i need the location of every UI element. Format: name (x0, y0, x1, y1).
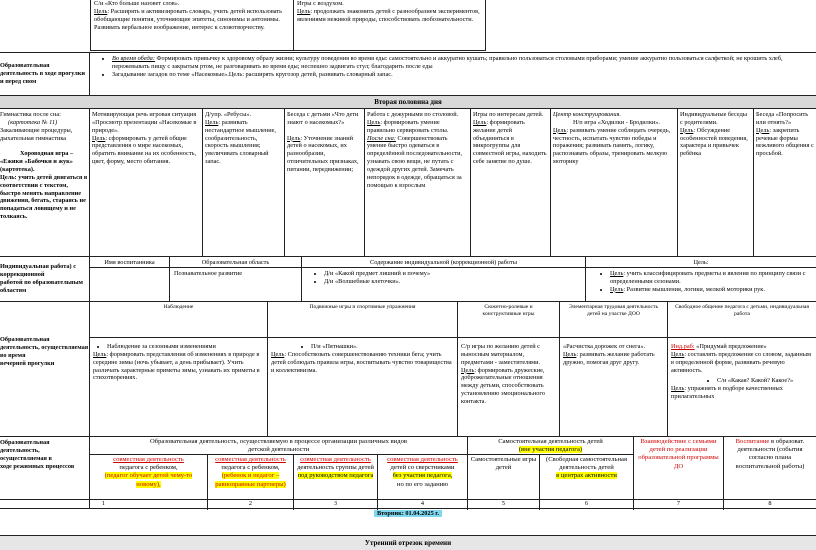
lunch-label: Образовательная деятельность в ходе прогулки и перед сном (0, 62, 86, 85)
numbers-row: 1 2 3 4 5 6 7 8 (0, 499, 816, 509)
walk-header-labor: Элементарная трудовая деятельность детей на участке ДОО (560, 302, 668, 338)
interaction-header: Взаимодействие с семьями детей по реализации образовательной программы ДО (634, 437, 724, 499)
walk-header-roleplay: Сюжетно-ролевые и конструктивные игры (458, 302, 560, 338)
top-left-cell (91, 0, 294, 51)
top-right-goal: : продолжать знакомить детей с разнообразием экспериментов, явлениями неживой природы, способствовать любознательности. (297, 7, 480, 23)
afternoon-cell-8: Беседа «Попросить или отнять?» Цель: закрепить речевые формы вежливого общения с просьбой. (756, 111, 814, 158)
individual-label: Индивидуальная работа) с коррекционной работой по образовательным областям (0, 257, 90, 302)
top-right-game: Игры с воздухом. (297, 0, 344, 7)
afternoon-row (0, 109, 816, 257)
afternoon-cell-4: Работа с дежурными по столовой. Цель: формировать умение правильно сервировать столы. После сна: Совершенствовать умение быстро одеваться в определённой последовательности, узнавать свою вещи, не путать с одеждой других детей. Замечать непорядок в одежде, обращаться за помощью к взрослым (365, 109, 471, 257)
date-line: Вторник: 01.04.2025 г. (0, 509, 816, 521)
upbringing-header: Воспитание в образоват. деятельности (события согласно плана воспитательной работы) (735, 438, 805, 470)
subcol-3: совместная деятельность деятельность группы детей под руководством педагога (294, 455, 378, 499)
goal-label: Цель (94, 7, 108, 15)
subcol-6: (Свободная самостоятельная деятельность детей в центрах активности (540, 455, 634, 499)
walk-roleplay: С/р игры по желанию детей с выносным материалом, предметами - заместителями. Цель: формировать дружеские, доброжелательные отношения между детьми, способствовать установлению эмоционального контакта. (458, 338, 560, 437)
header-area: Образовательная область (170, 257, 302, 268)
group1-header: Образовательная деятельность, осуществляемую в процессе организации различных видов детской деятельности (90, 437, 468, 455)
section-second-half: Вторая половина дня (0, 96, 816, 109)
afternoon-label: Гимнастика после сна: (картотека № 11) Закаливающие процедуры, дыхательная гимнастика Хороводная игра – «Ежики «Бабочки и жук» (картотека). Цель: учить детей двигаться в соответствии с текстом, быстро менять направление движения, бегать, стараясь не попадаться ловящему и не толкаясь. (0, 109, 90, 257)
subcol-5: Самостоятельные игры детей (468, 455, 540, 499)
top-row (90, 0, 486, 51)
walk-header-observation: Наблюдение (90, 302, 268, 338)
walk-header-games: Подвижные игры и спортивные упражнения (268, 302, 458, 338)
afternoon-cell-7: Индивидуальные беседы с родителями. Цель: Обсуждение особенностей поведения, характера и привычек ребёнка (678, 109, 754, 257)
lunch-row-content (90, 53, 816, 97)
afternoon-cell-2: Д/упр. «Ребусы». Цель: развивать нестандартное мышление, сообразительность, скорость мышления; увеличивать словарный запас. (203, 109, 285, 257)
individual-row (0, 257, 816, 302)
activities-label: Образовательная деятельность, осуществляемая в ходе режимных процессов (0, 437, 90, 509)
afternoon-cell-1: Мотивирующая речь игровая ситуация «Просмотр презентации «Насекомые в природе». Цель: сформировать у детей общие представления о мире насекомых, обратить внимание на их особенность, цвет, форму, место обитания. (90, 109, 203, 257)
content-value-cell: • Д/и «Какой предмет лишний и почему» • Д/и «Волшебные клеточки». (302, 268, 586, 302)
group2-header: Самостоятельная деятельность детей (вне участия педагога) (468, 437, 634, 455)
top-left-goal: : Расширять и активизировать словарь, учить детей использовать обобщающие понятия, уточняющие эпитеты, синонимы и антонимы. Развивать вербальное воображение, интерес к словотворчеству. (94, 7, 282, 31)
walk-free: Инд.раб: «Придумай предложение» Цель: составлять предложение со словом, заданным в определенной форме, развивать речевую активность. • С/и «Какая? Какой? Какое?» Цель: упражнять в подборе качественных прилагательных (668, 338, 816, 437)
area-value-cell: Познавательное развитие (170, 268, 302, 302)
afternoon-cell-3: Беседа с детьми «Что дети знают о насекомых?» Цель: Уточнение знаний детей о насекомых, их разнообразии, отличительных признаках, питании, передвижении; (285, 109, 365, 257)
subcol-4: совместная деятельность детей со сверстниками без участия педагога, но по его заданию (378, 455, 468, 499)
walk-games: • П/и «Пятнашки». Цель: Способствовать совершенствованию техники бега; учить детей соблюдать правила игры, воспитывать чувство товарищества и коллективизма. (268, 338, 458, 437)
header-goal: Цель: (586, 257, 816, 268)
top-left-game: С/и «Кто больше назовет слов». (94, 0, 180, 7)
walk-observation: • Наблюдение за сезонными изменениями Цель: формировать представления об изменениях в природе в середине зимы (ночь убывает, а день прибывает). Учить различать характерные приметы зимы, узнавать их приметы в стихотворениях. (90, 338, 268, 437)
header-name: Имя воспитанника (90, 257, 170, 268)
top-right-cell (294, 0, 487, 51)
morning-line: Утренний отрезок времени (0, 535, 816, 550)
lunch-item: • Загадывание загадок по теме «Насекомые».Цель: расширять кругозор детей, развивать словарный запас. (112, 71, 813, 79)
walk-row (0, 302, 816, 437)
subcol-1: совместная деятельность педагога с ребенком, (педагог обучает детей чему-то новому), (90, 455, 208, 499)
walk-header-free: Свободное общение педагога с детьми, индивидуальная работа (668, 302, 816, 338)
lunch-row (0, 52, 816, 96)
name-value-cell (90, 268, 170, 302)
walk-label: Образовательная деятельность, осуществляемая во время вечерней прогулки (0, 302, 90, 437)
afternoon-cell-6: Центр конструирования. Н/п игра «Ходилки - Бродилки». Цель: развивать умение соблюдать очередь, честность, испытать чувство победы и поражения; развивать память, логику, распознавать образы, тренировать мелкую моторику (551, 109, 678, 257)
lunch-item: • Во время обеда: Формировать привычку к здоровому образу жизни; культуру поведения во время еды: самостоятельно и аккуратно кушать; правильно пользоваться столовыми приборами; умение аккуратно пользоваться салфеткой; не крошить хлеб, пережевывать пищу с закрытым ртом, не разговаривать во время еды; неспешно задвигать стул; благодарить после еды (112, 55, 813, 71)
lunch-row-label (0, 53, 90, 97)
afternoon-cell-5: Игры по интересам детей. Цель: формировать желание детей объединяться в микрогруппы для совместной игры, находить себе занятие по душе. (471, 109, 551, 257)
header-content: Содержание индивидуальной (коррекционной) работы (302, 257, 586, 268)
walk-labor: «Расчистка дорожек от снега». Цель: развивать желание работать дружно, помогая друг другу. (560, 338, 668, 437)
subcol-2: совместная деятельность педагога с ребенком, (ребенок и педагог – равноправные партнеры) (208, 455, 294, 499)
goal-label: Цель (297, 7, 311, 15)
activities-header (0, 437, 816, 509)
goal-value-cell: • Цель: учить классифицировать предметы и явления по принципу связи с определенными сезонами. • Цель: Развитие мышления, логики, мелкой моторики рук. (586, 268, 816, 302)
